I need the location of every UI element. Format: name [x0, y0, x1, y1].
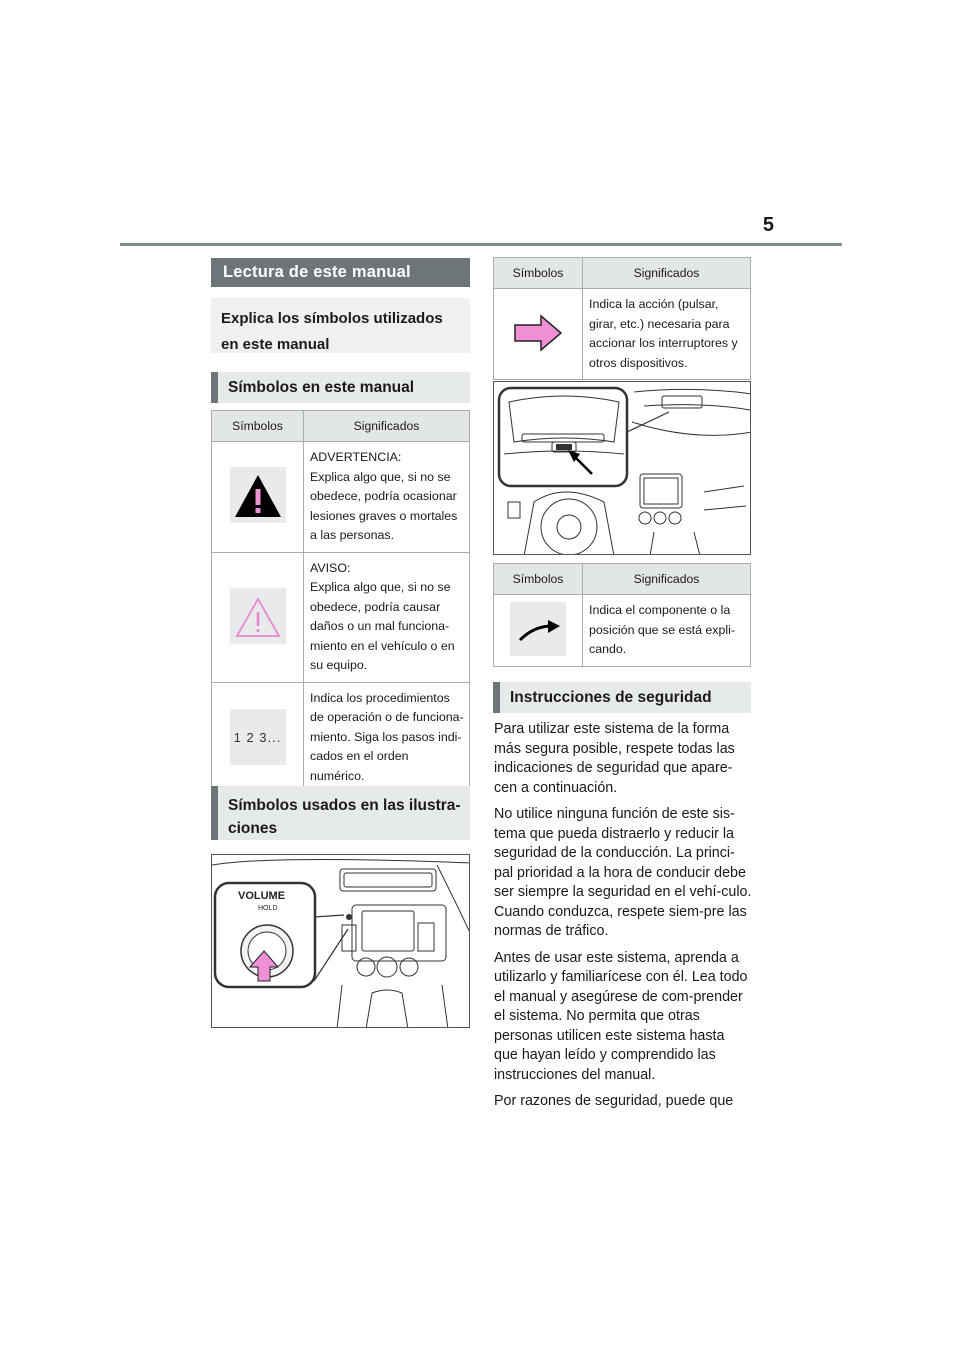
- table-row: [494, 595, 751, 667]
- paragraph: Para utilizar este sistema de la forma más segura posible, respete todas las indicaciones de seguridad que apare-cen a continuación.: [494, 721, 735, 796]
- col-symbols: Símbolos: [212, 411, 304, 442]
- header-rule: [120, 243, 842, 246]
- table-row: [212, 552, 470, 682]
- caution-triangle-icon: [230, 588, 286, 644]
- paragraph: No utilice ninguna función de este sis-tema que pueda distraerlo y reducir la seguridad de la conducción. La princi-pal prioridad a la hora de conducir debe ser siempre la seguridad en el vehí-culo. Cuando conduzca, respete siem-pre las normas de tráfico.: [494, 806, 752, 939]
- intro-heading: Explica los símbolos utilizados en este manual: [211, 298, 470, 353]
- row-action-text: Indica la acción (pulsar, girar, etc.) necesaria para accionar los interruptores y otros dispositivos.: [583, 289, 751, 380]
- table-row: [494, 289, 751, 380]
- row-warning-text: ADVERTENCIA: Explica algo que, si no se obedece, podría ocasionar lesiones graves o mortales a las personas.: [304, 442, 470, 553]
- curved-pointer-arrow-icon: [510, 602, 566, 656]
- row-steps-text: Indica los procedimientos de operación o de funciona-miento. Siga los pasos indi-cados en el orden numérico.: [304, 682, 470, 793]
- dashboard-volume-illustration: [211, 854, 470, 1028]
- pink-arrow-icon: [513, 313, 563, 356]
- row-caution-text: AVISO: Explica algo que, si no se obedece, podría causar daños o un mal funciona-miento en el vehículo o en su equipo.: [304, 552, 470, 682]
- paragraph: Por razones de seguridad, puede que: [494, 1093, 734, 1109]
- volume-label: VOLUME: [238, 890, 286, 902]
- table-row: [212, 442, 470, 553]
- paragraph: Antes de usar este sistema, aprenda a utilizarlo y familiarícese con él. Lea todo el manual y asegúrese de com-prender el sistema. No permita que otras personas utilicen este sistema hasta que hayan leído y comprendido las instrucciones del manual.: [494, 949, 748, 1083]
- symbols-table-right-2: [493, 563, 751, 667]
- symbols-table-right-1: [493, 257, 751, 380]
- safety-body: [494, 720, 752, 1119]
- dashboard-drawing: [212, 855, 470, 1028]
- table-row: [212, 682, 470, 793]
- illustration-symbols-heading: Símbolos usados en las ilustra-ciones: [211, 786, 470, 840]
- col-meanings: Significados: [583, 564, 751, 595]
- row-component-text: Indica el componente o la posición que se está expli-cando.: [583, 595, 751, 667]
- warning-triangle-icon: [230, 467, 286, 523]
- overhead-drawing: [494, 382, 751, 555]
- steps-123-icon: 1 2 3...: [230, 709, 286, 765]
- col-meanings: Significados: [304, 411, 470, 442]
- overhead-console-illustration: [493, 381, 751, 555]
- page-number: 5: [762, 214, 774, 236]
- symbols-heading: Símbolos en este manual: [211, 372, 470, 403]
- section-title: Lectura de este manual: [211, 258, 470, 287]
- hold-label: HOLD: [258, 905, 278, 912]
- safety-heading: Instrucciones de seguridad: [493, 682, 751, 713]
- symbols-table: [211, 410, 470, 793]
- col-symbols: Símbolos: [494, 564, 583, 595]
- col-meanings: Significados: [583, 258, 751, 289]
- col-symbols: Símbolos: [494, 258, 583, 289]
